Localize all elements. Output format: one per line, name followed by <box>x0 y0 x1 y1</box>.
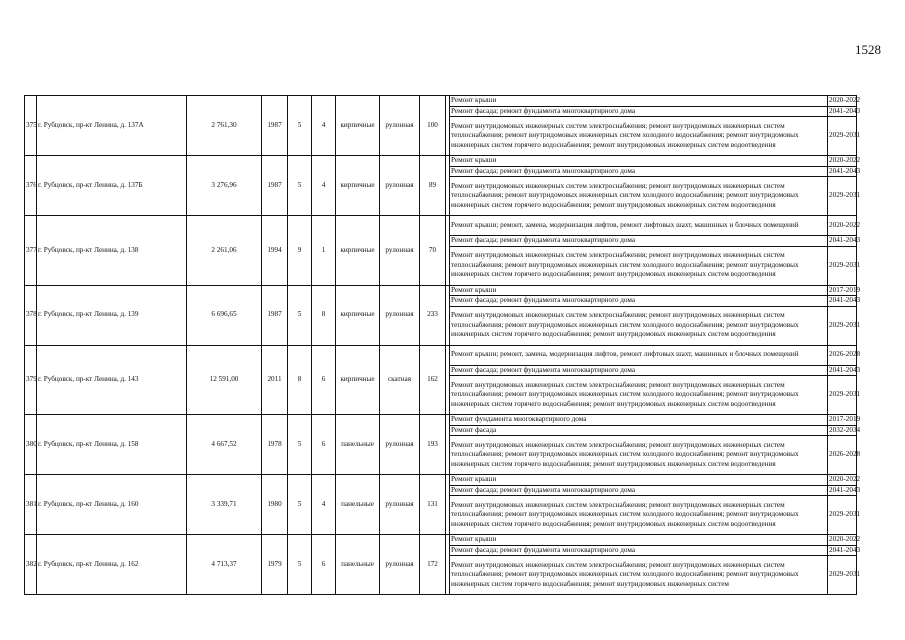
work-period-cell: 2026-2028 <box>828 436 857 475</box>
residents-cell: 172 <box>420 535 446 595</box>
year-cell: 1980 <box>262 475 288 535</box>
year-cell: 1994 <box>262 216 288 286</box>
year-cell: 1987 <box>262 96 288 156</box>
work-description-cell: Ремонт крыши <box>450 156 828 167</box>
table-row <box>25 415 857 426</box>
table-row <box>25 96 857 107</box>
work-description-cell: Ремонт внутридомовых инженерных систем электроснабжения; ремонт внутридомовых инженерных систем теплоснабжения; ремонт внутридомовых инженерных систем холодного водоснабжения; ремонт внутридомовых инженерных систем горячего водоснабжения; ремонт внутридомовых инженерных систем водоотведения <box>450 376 828 415</box>
residents-cell: 70 <box>420 216 446 286</box>
area-cell: 4 667,52 <box>187 415 262 475</box>
row-number-cell: 381 <box>25 475 37 535</box>
work-description-cell: Ремонт фасада; ремонт фундамента многоквартирного дома <box>450 365 828 376</box>
walls-cell: панельные <box>336 415 380 475</box>
work-period-cell: 2017-2019 <box>829 415 861 423</box>
work-description-cell: Ремонт крыши <box>450 285 828 296</box>
work-period-cell: 2020-2022 <box>829 475 861 483</box>
residents-cell: 89 <box>420 156 446 216</box>
entrances-cell: 6 <box>312 415 336 475</box>
entrances-cell: 6 <box>312 535 336 595</box>
work-description-cell: Ремонт фасада; ремонт фундамента многоквартирного дома <box>450 166 828 177</box>
entrances-cell: 4 <box>312 475 336 535</box>
row-number-cell: 376 <box>25 156 37 216</box>
work-period-cell: 2029-2031 <box>828 376 857 415</box>
page-number: 1528 <box>855 42 881 57</box>
work-period-cell: 2020-2022 <box>829 535 861 543</box>
address-cell: г. Рубцовск, пр-кт Ленина, д. 137А <box>37 96 187 156</box>
area-cell: 3 339,71 <box>187 475 262 535</box>
address-cell: г. Рубцовск, пр-кт Ленина, д. 139 <box>37 285 187 345</box>
entrances-cell: 1 <box>312 216 336 286</box>
roof-cell: рулонная <box>380 535 420 595</box>
work-period-cell: 2029-2031 <box>828 246 857 285</box>
address-cell: г. Рубцовск, пр-кт Ленина, д. 160 <box>37 475 187 535</box>
work-description-cell: Ремонт фундамента многоквартирного дома <box>450 415 828 426</box>
work-period-cell: 2029-2031 <box>828 117 857 156</box>
work-period-cell: 2029-2031 <box>828 556 857 595</box>
table-row <box>25 285 857 296</box>
floors-cell: 5 <box>288 475 312 535</box>
entrances-cell: 4 <box>312 156 336 216</box>
residents-cell: 233 <box>420 285 446 345</box>
work-description-cell: Ремонт внутридомовых инженерных систем электроснабжения; ремонт внутридомовых инженерных систем теплоснабжения; ремонт внутридомовых инженерных систем холодного водоснабжения; ремонт внутридомовых инженерных систем горячего водоснабжения; ремонт внутридомовых инженерных систем водоотведения <box>450 117 828 156</box>
row-number-cell: 378 <box>25 285 37 345</box>
area-cell: 6 696,65 <box>187 285 262 345</box>
area-cell: 4 713,37 <box>187 535 262 595</box>
year-cell: 1987 <box>262 156 288 216</box>
work-description-cell: Ремонт фасада; ремонт фундамента многоквартирного дома <box>450 106 828 117</box>
year-cell: 2011 <box>262 345 288 415</box>
residents-cell: 100 <box>420 96 446 156</box>
table-body <box>25 96 861 595</box>
row-number-cell: 375 <box>25 96 37 156</box>
housing-register-table <box>24 95 861 595</box>
address-cell: г. Рубцовск, пр-кт Ленина, д. 162 <box>37 535 187 595</box>
work-description-cell: Ремонт внутридомовых инженерных систем электроснабжения; ремонт внутридомовых инженерных систем теплоснабжения; ремонт внутридомовых инженерных систем холодного водоснабжения; ремонт внутридомовых инженерных систем горячего водоснабжения; ремонт внутридомовых инженерных систем водоотведения <box>450 246 828 285</box>
roof-cell: рулонная <box>380 156 420 216</box>
table-row <box>25 216 857 236</box>
roof-cell: скатная <box>380 345 420 415</box>
area-cell: 3 276,96 <box>187 156 262 216</box>
table-row <box>25 156 857 167</box>
work-period-cell: 2041-2043 <box>829 296 861 304</box>
area-cell: 12 591,00 <box>187 345 262 415</box>
entrances-cell: 8 <box>312 285 336 345</box>
floors-cell: 5 <box>288 535 312 595</box>
floors-cell: 5 <box>288 156 312 216</box>
table-row <box>25 475 857 486</box>
work-period-cell: 2020-2022 <box>829 96 861 104</box>
walls-cell: кирпичные <box>336 345 380 415</box>
roof-cell: рулонная <box>380 216 420 286</box>
work-period-cell: 2029-2031 <box>828 306 857 345</box>
roof-cell: рулонная <box>380 475 420 535</box>
walls-cell: кирпичные <box>336 216 380 286</box>
work-description-cell: Ремонт крыши <box>450 96 828 107</box>
roof-cell: рулонная <box>380 285 420 345</box>
address-cell: г. Рубцовск, пр-кт Ленина, д. 137Б <box>37 156 187 216</box>
work-period-cell: 2041-2043 <box>829 365 861 374</box>
work-description-cell: Ремонт крыши <box>450 475 828 486</box>
work-description-cell: Ремонт фасада; ремонт фундамента многоквартирного дома <box>450 485 828 496</box>
address-cell: г. Рубцовск, пр-кт Ленина, д. 158 <box>37 415 187 475</box>
walls-cell: кирпичные <box>336 285 380 345</box>
work-description-cell: Ремонт внутридомовых инженерных систем электроснабжения; ремонт внутридомовых инженерных систем теплоснабжения; ремонт внутридомовых инженерных систем холодного водоснабжения; ремонт внутридомовых инженерных систем горячего водоснабжения; ремонт внутридомовых инженерных систем водоотведения <box>450 306 828 345</box>
work-description-cell: Ремонт крыши; ремонт, замена, модернизация лифтов, ремонт лифтовых шахт, машинных и блочных помещений <box>450 345 828 365</box>
work-description-cell: Ремонт внутридомовых инженерных систем электроснабжения; ремонт внутридомовых инженерных систем теплоснабжения; ремонт внутридомовых инженерных систем холодного водоснабжения; ремонт внутридомовых инженерных систем горячего водоснабжения; ремонт внутридомовых инженерных систем водоотведения <box>450 496 828 535</box>
floors-cell: 8 <box>288 345 312 415</box>
row-number-cell: 379 <box>25 345 37 415</box>
address-cell: г. Рубцовск, пр-кт Ленина, д. 138 <box>37 216 187 286</box>
floors-cell: 5 <box>288 96 312 156</box>
residents-cell: 162 <box>420 345 446 415</box>
work-period-cell: 2017-2019 <box>829 285 861 294</box>
entrances-cell: 6 <box>312 345 336 415</box>
area-cell: 2 761,30 <box>187 96 262 156</box>
work-period-cell: 2041-2043 <box>829 236 861 244</box>
work-period-cell: 2020-2022 <box>829 156 861 164</box>
year-cell: 1979 <box>262 535 288 595</box>
floors-cell: 5 <box>288 415 312 475</box>
floors-cell: 9 <box>288 216 312 286</box>
year-cell: 1987 <box>262 285 288 345</box>
work-period-cell: 2032-2034 <box>829 425 861 434</box>
residents-cell: 193 <box>420 415 446 475</box>
work-period-cell: 2041-2043 <box>829 485 861 494</box>
work-period-cell: 2029-2031 <box>828 496 857 535</box>
row-number-cell: 380 <box>25 415 37 475</box>
entrances-cell: 4 <box>312 96 336 156</box>
work-description-cell: Ремонт фасада; ремонт фундамента многоквартирного дома <box>450 545 828 556</box>
walls-cell: кирпичные <box>336 96 380 156</box>
table-row <box>25 345 857 365</box>
work-description-cell: Ремонт крыши <box>450 535 828 546</box>
work-period-cell: 2029-2031 <box>828 177 857 216</box>
work-description-cell: Ремонт внутридомовых инженерных систем электроснабжения; ремонт внутридомовых инженерных систем теплоснабжения; ремонт внутридомовых инженерных систем холодного водоснабжения; ремонт внутридомовых инженерных систем горячего водоснабжения; ремонт внутридомовых инженерных систем <box>450 556 828 595</box>
work-period-cell: 2026-2028 <box>828 345 857 365</box>
floors-cell: 5 <box>288 285 312 345</box>
area-cell: 2 261,06 <box>187 216 262 286</box>
work-period-cell: 2041-2043 <box>829 106 861 115</box>
work-description-cell: Ремонт крыши; ремонт, замена, модернизация лифтов, ремонт лифтовых шахт, машинных и блочных помещений <box>450 216 828 236</box>
walls-cell: кирпичные <box>336 156 380 216</box>
residents-cell: 131 <box>420 475 446 535</box>
year-cell: 1978 <box>262 415 288 475</box>
work-description-cell: Ремонт фасада <box>450 425 828 436</box>
walls-cell: панельные <box>336 475 380 535</box>
address-cell: г. Рубцовск, пр-кт Ленина, д. 143 <box>37 345 187 415</box>
work-description-cell: Ремонт фасада; ремонт фундамента многоквартирного дома <box>450 236 828 247</box>
walls-cell: панельные <box>336 535 380 595</box>
work-description-cell: Ремонт фасада; ремонт фундамента многоквартирного дома <box>450 296 828 307</box>
table-row <box>25 535 857 546</box>
roof-cell: рулонная <box>380 96 420 156</box>
row-number-cell: 377 <box>25 216 37 286</box>
work-description-cell: Ремонт внутридомовых инженерных систем электроснабжения; ремонт внутридомовых инженерных систем теплоснабжения; ремонт внутридомовых инженерных систем холодного водоснабжения; ремонт внутридомовых инженерных систем горячего водоснабжения; ремонт внутридомовых инженерных систем водоотведения <box>450 436 828 475</box>
work-period-cell: 2041-2043 <box>829 166 861 175</box>
work-description-cell: Ремонт внутридомовых инженерных систем электроснабжения; ремонт внутридомовых инженерных систем теплоснабжения; ремонт внутридомовых инженерных систем холодного водоснабжения; ремонт внутридомовых инженерных систем горячего водоснабжения; ремонт внутридомовых инженерных систем водоотведения <box>450 177 828 216</box>
work-period-cell: 2020-2022 <box>828 216 857 236</box>
work-period-cell: 2041-2043 <box>829 545 861 554</box>
roof-cell: рулонная <box>380 415 420 475</box>
row-number-cell: 382 <box>25 535 37 595</box>
